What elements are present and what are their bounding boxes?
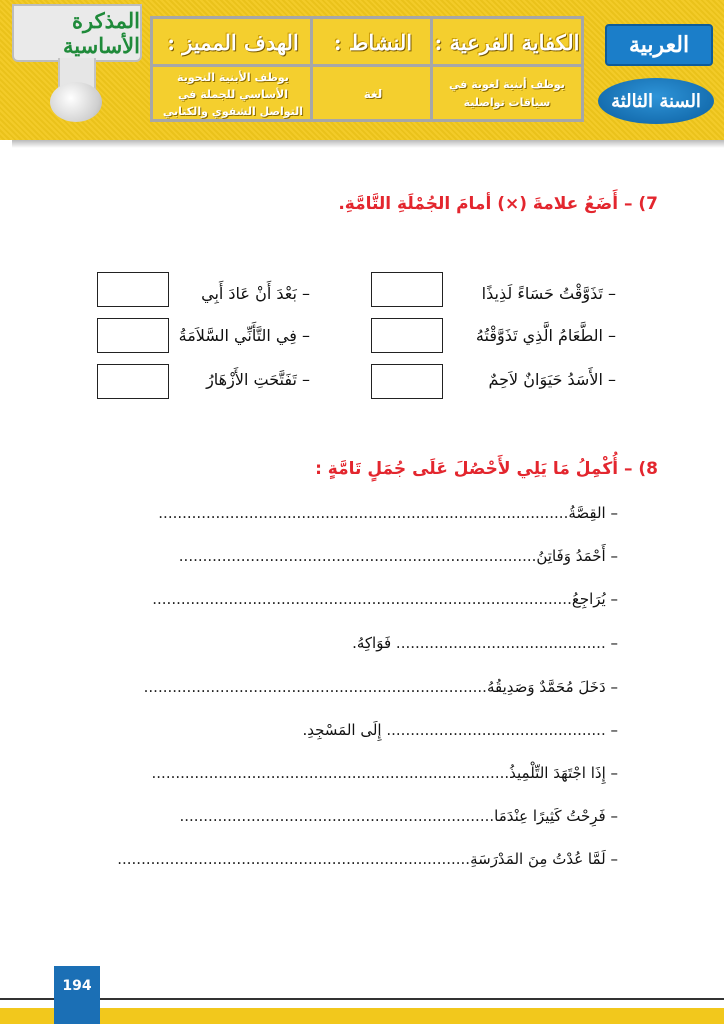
line-prefix: – لَمَّا عُدْتُ مِنَ المَدْرَسَةِ	[470, 850, 618, 868]
sentence-item: – بَعْدَ أَنْ عَادَ أَبِي	[201, 284, 310, 303]
book-label: المذكرة الأساسية	[12, 4, 142, 62]
line-prefix: –	[610, 721, 618, 739]
blank-dots[interactable]: ......................................................................................	[158, 504, 569, 522]
table-divider	[153, 64, 581, 67]
completion-line[interactable]	[178, 547, 618, 565]
answer-box[interactable]	[97, 364, 169, 399]
exercise-8-title: 8) – أُكْمِلُ مَا يَلِي لأَحْصُلَ عَلَى جُمَلٍ تَامَّةٍ :	[315, 459, 658, 479]
completion-line[interactable]	[198, 721, 618, 739]
objective-text: يوظف الأبنية النحوية الأساسي للجملة في التواصل الشفوي والكتابي	[162, 70, 304, 118]
completion-line[interactable]	[143, 678, 618, 696]
blank-dots[interactable]: ...........................................................................	[178, 547, 537, 565]
blank-dots[interactable]: ............................................	[395, 634, 606, 652]
answer-box[interactable]	[97, 272, 169, 307]
line-prefix: –	[610, 634, 618, 652]
table-divider	[430, 19, 433, 119]
line-suffix: إِلَى المَسْجِدِ.	[302, 721, 382, 739]
blank-dots[interactable]: ..........................................................................	[117, 850, 471, 868]
answer-box[interactable]	[371, 272, 443, 307]
blank-dots[interactable]: ...........................................................................	[151, 764, 510, 782]
header-shadow	[12, 140, 724, 148]
footer-bar	[0, 1008, 724, 1024]
sentence-item: – الطَّعَامُ الَّذِي تَذَوَّقْتُهُ	[475, 326, 616, 345]
info-table	[150, 16, 584, 122]
objective-heading: الهدف المميز :	[167, 29, 299, 55]
completion-line[interactable]	[152, 590, 618, 608]
activity-text: لغة	[363, 87, 383, 101]
blank-dots[interactable]: ........................................................................	[143, 678, 487, 696]
line-suffix: فَوَاكِهُ.	[352, 634, 392, 652]
pin-ball-decoration	[50, 82, 102, 122]
answer-box[interactable]	[97, 318, 169, 353]
sentence-item: – الأَسَدُ حَيَوَانٌ لاَحِمٌ	[488, 370, 616, 389]
completion-line[interactable]	[198, 634, 618, 652]
answer-box[interactable]	[371, 318, 443, 353]
line-prefix: – القِصَّةُ	[568, 504, 618, 522]
line-prefix: – إِذَا اجْتَهَدَ التِّلْمِيذُ	[509, 764, 618, 782]
blank-dots[interactable]: ..................................................................	[179, 807, 495, 825]
completion-line[interactable]	[151, 764, 618, 782]
competency-text: يوظف أبنية لغوية في سياقات تواصلية	[449, 78, 565, 109]
year-badge: السنة الثالثة	[598, 78, 714, 124]
line-prefix: – فَرِحْتُ كَثِيرًا عِنْدَمَا	[494, 807, 618, 825]
completion-line[interactable]	[158, 504, 618, 522]
answer-box[interactable]	[371, 364, 443, 399]
exercise-7-title: 7) – أَضَعُ علامةَ (×) أمامَ الجُمْلَةِ التَّامَّةِ.	[338, 194, 658, 214]
line-prefix: – دَخَلَ مُحَمَّدٌ وَصَدِيقُهُ	[486, 678, 618, 696]
completion-line[interactable]	[179, 807, 618, 825]
activity-heading: النشاط :	[333, 29, 413, 55]
sentence-item: – فِي التَّأَنِّي السَّلاَمَةُ	[178, 326, 310, 345]
sentence-item: – تَذَوَّقْتُ حَسَاءً لَذِيذًا	[481, 284, 616, 303]
competency-heading: الكفاية الفرعية :	[434, 29, 580, 55]
sentence-item: – تَفَتَّحَتِ الأَزْهَارُ	[206, 370, 310, 389]
line-prefix: – أَحْمَدُ وَفَاتِنُ	[536, 547, 618, 565]
blank-dots[interactable]: ........................................................................................	[152, 590, 572, 608]
footer-rule	[0, 998, 724, 1000]
subject-badge: العربية	[605, 24, 713, 66]
line-prefix: – يُرَاجِعُ	[571, 590, 618, 608]
page-number: 194	[54, 966, 100, 1024]
completion-line[interactable]	[117, 850, 618, 868]
table-divider	[310, 19, 313, 119]
blank-dots[interactable]: ..............................................	[386, 721, 606, 739]
